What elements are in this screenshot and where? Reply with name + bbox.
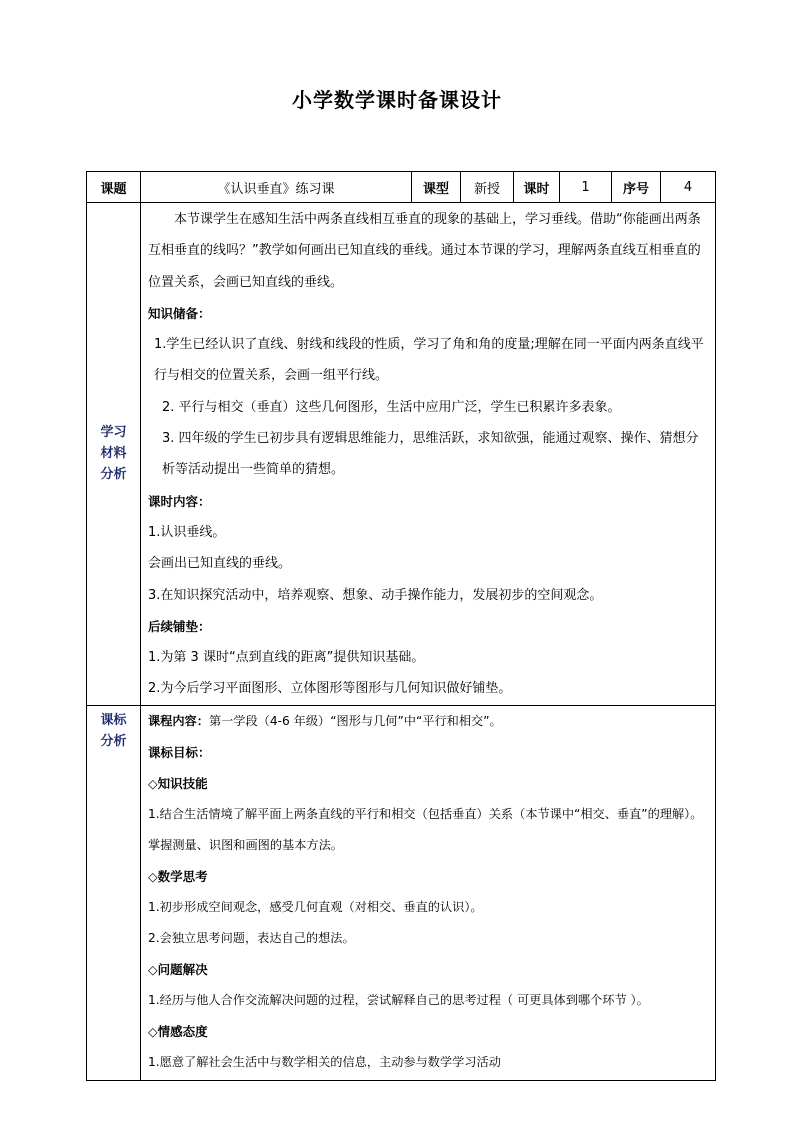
standard-content — [141, 705, 716, 1080]
course-title: 课程内容： — [148, 713, 209, 728]
material-row — [87, 203, 716, 706]
goal-title: 课标目标： — [148, 744, 211, 760]
knowledge-item-2: 2. 平行与相交（垂直）这些几何图形，生活中应用广泛，学生已积累许多表象。 — [162, 399, 621, 415]
course-text: 第一学段（4-6 年级）“图形与几何”中“平行和相交”。 — [208, 713, 502, 728]
content-title: 课时内容： — [148, 493, 211, 509]
think-item-1: 1.初步形成空间观念，感受几何直观（对相交、垂直的认识）。 — [148, 899, 483, 914]
skill-item-1: 1.结合生活情境了解平面上两条直线的平行和相交（包括垂直）关系（本节课中“相交、垂直”的理解）。掌握测量、识图和画图的基本方法。 — [148, 806, 703, 852]
problem-item-1: 1.经历与他人合作交流解决问题的过程，尝试解释自己的思考过程（ 可更具体到哪个环节 ）。 — [148, 992, 649, 1007]
period-value: 1 — [560, 172, 612, 203]
header-row — [87, 172, 716, 203]
follow-item-1: 1.为第 3 课时“点到直线的距离”提供知识基础。 — [148, 650, 425, 666]
standard-row — [87, 705, 716, 1080]
emotion-item-1: 1.愿意了解社会生活中与数学相关的信息，主动参与数学学习活动 — [148, 1054, 501, 1069]
order-value: 4 — [661, 172, 716, 203]
follow-item-2: 2.为今后学习平面图形、立体图形等图形与几何知识做好铺垫。 — [148, 681, 512, 697]
material-content — [141, 203, 716, 706]
knowledge-item-1: 1.学生已经认识了直线、射线和线段的性质，学习了角和角的度量;理解在同一平面内两条直线平行与相交的位置关系，会画一组平行线。 — [154, 337, 704, 384]
period-label: 课时 — [514, 172, 560, 203]
content-item-1: 1.认识垂线。 — [148, 524, 226, 540]
emotion-title: ◇情感态度 — [148, 1023, 208, 1039]
content-item-2: 会画出已知直线的垂线。 — [148, 556, 292, 572]
think-title: ◇数学思考 — [148, 868, 208, 884]
course-line — [148, 706, 709, 737]
knowledge-title: 知识储备： — [148, 305, 211, 321]
material-side-label: 学习 材料 分析 — [87, 203, 141, 706]
content-item-3: 3.在知识探究活动中，培养观察、想象、动手操作能力，发展初步的空间观念。 — [148, 587, 603, 603]
type-label: 课型 — [412, 172, 461, 203]
problem-title: ◇问题解决 — [148, 961, 208, 977]
standard-side-label: 课标 分析 — [87, 705, 141, 1080]
order-label: 序号 — [612, 172, 661, 203]
type-value: 新授 — [461, 172, 514, 203]
topic-value: 《认识垂直》练习课 — [141, 172, 412, 203]
skill-title: ◇知识技能 — [148, 775, 208, 791]
lesson-table — [86, 171, 716, 1081]
topic-label: 课题 — [87, 172, 141, 203]
page-title: 小学数学课时备课设计 — [292, 88, 502, 112]
knowledge-item-3: 3. 四年级的学生已初步具有逻辑思维能力，思维活跃，求知欲强，能通过观察、操作、猜想分析等活动提出一些简单的猜想。 — [162, 431, 699, 478]
think-item-2: 2.会独立思考问题，表达自己的想法。 — [148, 930, 355, 945]
follow-title: 后续铺垫： — [148, 618, 211, 634]
material-intro: 本节课学生在感知生活中两条直线相互垂直的现象的基础上，学习垂线。借助“你能画出两条互相垂直的线吗？”教学如何画出已知直线的垂线。通过本节课的学习，理解两条直线互相垂直的位置关系，会画已知直线的垂线。 — [148, 212, 701, 290]
